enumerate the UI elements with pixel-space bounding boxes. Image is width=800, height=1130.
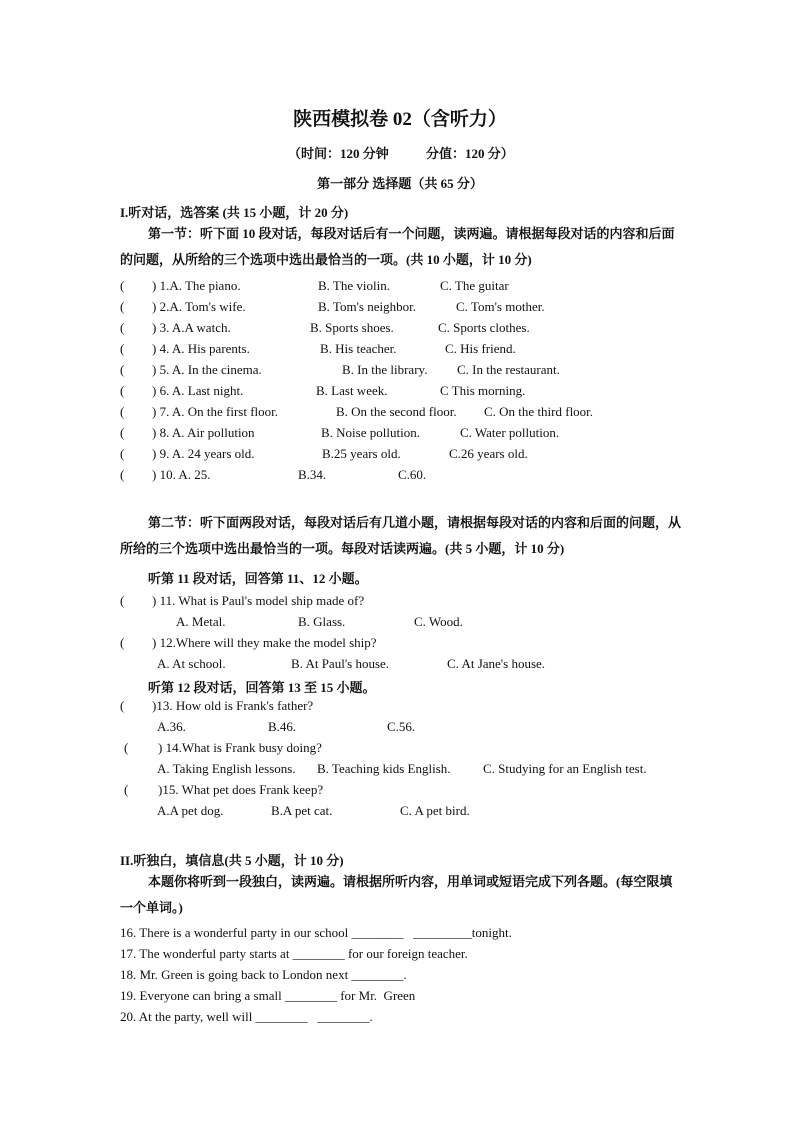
question-option-b: B. His teacher. xyxy=(320,341,397,356)
question-option-a: ) 4. A. His parents. xyxy=(152,341,250,356)
q14-option-b: B. Teaching kids English. xyxy=(317,761,451,776)
question-paren: ( xyxy=(120,404,125,419)
question-paren: ( xyxy=(120,320,125,335)
question-option-c: C. His friend. xyxy=(445,341,516,356)
q11-paren: ( xyxy=(120,593,125,608)
q14-paren: ( xyxy=(124,740,129,755)
score-label: 分值：120 分） xyxy=(426,146,514,161)
q13-option-b: B.46. xyxy=(268,719,297,734)
question-option-a: ) 9. A. 24 years old. xyxy=(152,446,255,461)
question-option-b: B. The violin. xyxy=(318,278,390,293)
question-option-c: C. Sports clothes. xyxy=(438,320,530,335)
q14-question: ) 14.What is Frank busy doing? xyxy=(158,740,322,755)
question-paren: ( xyxy=(120,299,125,314)
q13-paren: ( xyxy=(120,698,125,713)
section1-part2-instructions: 第二节：听下面两段对话，每段对话后有几道小题，请根据每段对话的内容和后面的问题，从所给的三个选项中选出最恰当的一项。每段对话读两遍。(共 5 小题，计 10 分) xyxy=(120,515,682,556)
fill-in-item: 16. There is a wonderful party in our school ________ _________tonight. xyxy=(120,925,512,940)
section1-part1-instructions: 第一节：听下面 10 段对话，每段对话后有一个问题，读两遍。请根据每段对话的内容和后面的问题，从所给的三个选项中选出最恰当的一项。(共 10 小题，计 10 分) xyxy=(120,226,675,267)
question-paren: ( xyxy=(120,425,125,440)
question-paren: ( xyxy=(120,467,125,482)
q15-option-a: A.A pet dog. xyxy=(157,803,224,818)
question-option-b: B. In the library. xyxy=(342,362,428,377)
q11-question: ) 11. What is Paul's model ship made of? xyxy=(152,593,365,608)
part1-heading: 第一部分 选择题（共 65 分） xyxy=(317,176,483,191)
question-option-b: B.25 years old. xyxy=(322,446,401,461)
q13-option-a: A.36. xyxy=(157,719,186,734)
q13-option-c: C.56. xyxy=(387,719,416,734)
fill-in-item: 19. Everyone can bring a small ________ for Mr. Green xyxy=(120,988,416,1003)
section2-instructions: 本题你将听到一段独白，读两遍。请根据所听内容，用单词或短语完成下列各题。(每空限填一个单词。) xyxy=(120,874,673,915)
question-option-a: ) 8. A. Air pollution xyxy=(152,425,255,440)
q11-option-b: B. Glass. xyxy=(298,614,346,629)
question-option-a: ) 7. A. On the first floor. xyxy=(152,404,279,419)
section2-heading: II.听独白，填信息(共 5 小题，计 10 分) xyxy=(120,853,344,868)
q14-option-c: C. Studying for an English test. xyxy=(483,761,647,776)
question-option-c: C. Tom's mother. xyxy=(456,299,545,314)
question-option-b: B. On the second floor. xyxy=(336,404,457,419)
q11-option-c: C. Wood. xyxy=(414,614,463,629)
q15-paren: ( xyxy=(124,782,129,797)
question-option-c: C. Water pollution. xyxy=(460,425,560,440)
dialog-12-note: 听第 12 段对话，回答第 13 至 15 小题。 xyxy=(148,680,376,695)
q14-option-a: A. Taking English lessons. xyxy=(157,761,296,776)
q12-option-a: A. At school. xyxy=(157,656,226,671)
page-title: 陕西模拟卷 02（含听力） xyxy=(293,109,507,130)
question-paren: ( xyxy=(120,383,125,398)
question-option-c: C.26 years old. xyxy=(449,446,528,461)
q15-option-b: B.A pet cat. xyxy=(271,803,333,818)
q13-question: )13. How old is Frank's father? xyxy=(152,698,314,713)
q12-option-b: B. At Paul's house. xyxy=(291,656,390,671)
question-paren: ( xyxy=(120,446,125,461)
question-option-a: ) 3. A.A watch. xyxy=(152,320,231,335)
question-option-b: B. Noise pollution. xyxy=(321,425,420,440)
question-option-b: B. Sports shoes. xyxy=(310,320,394,335)
q12-question: ) 12.Where will they make the model ship? xyxy=(152,635,377,650)
q15-question: )15. What pet does Frank keep? xyxy=(158,782,324,797)
time-label: （时间：120 分钟 xyxy=(288,146,389,161)
question-option-b: B.34. xyxy=(298,467,327,482)
question-option-a: ) 6. A. Last night. xyxy=(152,383,244,398)
section1-heading: I.听对话，选答案 (共 15 小题，计 20 分) xyxy=(120,205,349,220)
question-paren: ( xyxy=(120,362,125,377)
q15-option-c: C. A pet bird. xyxy=(400,803,470,818)
question-option-b: B. Last week. xyxy=(316,383,388,398)
question-option-c: C. In the restaurant. xyxy=(457,362,560,377)
question-option-a: ) 5. A. In the cinema. xyxy=(152,362,262,377)
question-paren: ( xyxy=(120,341,125,356)
question-option-c: C. On the third floor. xyxy=(484,404,594,419)
question-option-a: ) 2.A. Tom's wife. xyxy=(152,299,246,314)
question-option-c: C. The guitar xyxy=(440,278,509,293)
question-option-c: C.60. xyxy=(398,467,427,482)
question-paren: ( xyxy=(120,278,125,293)
question-option-b: B. Tom's neighbor. xyxy=(318,299,416,314)
dialog-11-note: 听第 11 段对话，回答第 11、12 小题。 xyxy=(148,571,368,586)
q11-option-a: A. Metal. xyxy=(176,614,226,629)
fill-in-item: 18. Mr. Green is going back to London next ________. xyxy=(120,967,407,982)
q12-option-c: C. At Jane's house. xyxy=(447,656,546,671)
question-option-c: C This morning. xyxy=(440,383,526,398)
question-option-a: ) 10. A. 25. xyxy=(152,467,211,482)
q12-paren: ( xyxy=(120,635,125,650)
fill-in-item: 17. The wonderful party starts at ________ for our foreign teacher. xyxy=(120,946,468,961)
fill-in-item: 20. At the party, well will ________ ________. xyxy=(120,1009,373,1024)
question-option-a: ) 1.A. The piano. xyxy=(152,278,241,293)
